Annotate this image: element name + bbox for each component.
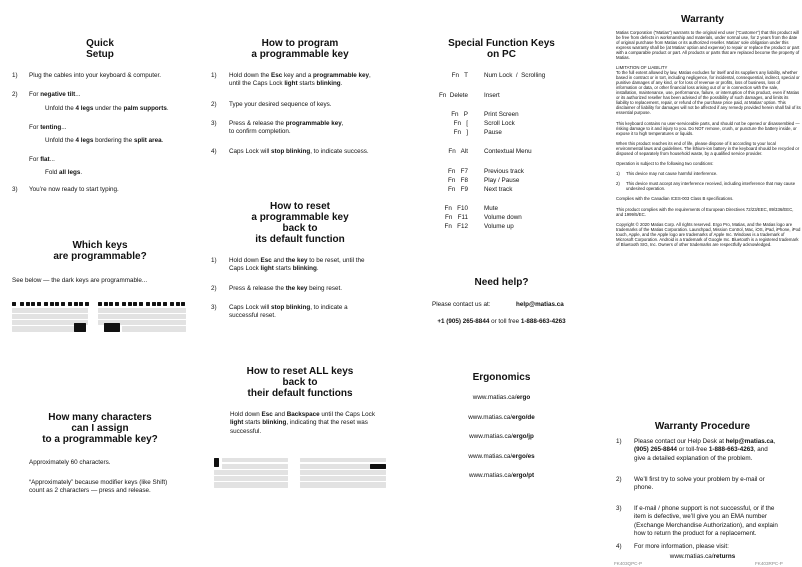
key-row-gray [12, 326, 74, 332]
text: until the Caps Lock [229, 80, 285, 88]
key-row-gray [214, 476, 288, 481]
key-dark [79, 302, 83, 306]
key-dark [85, 302, 89, 306]
key-dark [133, 302, 137, 306]
key-dark [37, 302, 41, 306]
ergonomics-link[interactable] [400, 472, 603, 480]
key-dark [55, 302, 59, 306]
url-path: returns [713, 553, 736, 560]
text-bold: palm supports [123, 105, 167, 112]
program-step-4 [211, 148, 400, 156]
step-number: 3) [12, 186, 18, 193]
key-dark [74, 302, 78, 306]
text: , to indicate success. [310, 148, 369, 155]
ergonomics-link[interactable] [400, 394, 603, 402]
how-many-title [0, 412, 200, 445]
key-row-gray [300, 476, 386, 481]
text: , [773, 438, 776, 445]
key-dark [170, 302, 174, 306]
url-base: www.matias.ca/ [468, 472, 513, 479]
key-dark [163, 302, 167, 306]
key-dark [26, 302, 30, 306]
warranty-text [616, 30, 801, 247]
key-row-gray [98, 308, 186, 313]
setup-step-1 [12, 72, 200, 80]
step-number: 2) [211, 285, 217, 292]
key-dark [122, 302, 126, 306]
key-dark [44, 302, 48, 306]
text-bold: the key [285, 257, 308, 264]
key-combo: Fn F8 [448, 177, 468, 184]
title-line: back to [282, 223, 318, 234]
text: count as 2 characters — press and release. [29, 487, 151, 495]
text-bold: all legs [59, 169, 81, 176]
key-row-gray [122, 326, 186, 332]
key-row-gray [12, 308, 88, 313]
procedure-phone: (905) 265-8844 [634, 446, 678, 454]
procedure-email[interactable]: help@matias.ca [725, 438, 774, 445]
key-row-gray [222, 464, 288, 469]
step-number: 4) [616, 543, 622, 550]
key-dark [109, 302, 113, 306]
warranty-paragraph: Matias Corporation (“Matias”) warrants to the original end user (“Customer”) that this product will be free from defects in workmanship and materials, under normal use, for 2 years from the date of original purchase from Matias or its authorized reseller. Matias’ sole obligation under this express warranty shall be (at Matias’ option and expense) to repair or replace the product or part with a comparable product or part. All products or parts that are replaced become the property of Matias. [616, 30, 800, 61]
key-dark [61, 302, 65, 306]
reset-all-title [200, 366, 400, 399]
setup-tenting [29, 124, 66, 132]
step-number: 1) [211, 257, 217, 264]
step-text: For more information, please visit: [634, 543, 729, 550]
text-bold: the key [285, 285, 308, 292]
url-path: ergo/es [512, 452, 535, 460]
text: , [341, 120, 344, 127]
url-base: www.matias.ca/ [469, 433, 513, 440]
warranty-copyright: Copyright © 2020 Matias Corp. All rights reserved. Ergo Pro, Matias, and the Matias logo are trademarks of the Matias Corporation. Launchpad, Mission Control, Mac, iOS, iPad, iPhone, iPod touch, Apple, and the Apple logo are trademarks of Apple Inc. Windows is a trademark of Microsoft Corporation. Android is a trademark of Google Inc. Bluetooth is a registered trademark of Bluetooth SIG, Inc. Owners of other trademarks are respectfully acknowledged. [616, 221, 801, 248]
how-many-line1: Approximately 60 characters. [29, 459, 111, 466]
title-line: to a programmable key? [42, 434, 158, 445]
key-combo: Fn F10 [444, 205, 468, 212]
program-step-1 [211, 72, 400, 89]
condition-number: 2) [616, 181, 620, 187]
key-combo: Fn F11 [445, 214, 468, 221]
text: , to indicate a [310, 304, 348, 311]
key-dark [128, 302, 132, 306]
help-title: Need help? [474, 277, 529, 288]
key-dark [152, 302, 156, 306]
procedure-step-1 [616, 438, 802, 463]
title-line: are programmable? [53, 251, 147, 262]
title-line: its default function [255, 234, 345, 245]
text: . [166, 105, 169, 112]
text-bold: Esc [261, 411, 273, 418]
text: Please contact our Help Desk at [634, 438, 726, 445]
text-bold: stop blinking [271, 304, 311, 311]
how-many-note [29, 479, 199, 496]
url-path: ergo/de [512, 413, 535, 421]
url-base: www.matias.ca/ [472, 394, 517, 401]
text: successful reset. [229, 312, 276, 320]
text: We’ll first try to solve your problem by e-mail or [634, 476, 765, 483]
warranty-title: Warranty [681, 14, 724, 25]
text-bold: blinking [292, 265, 317, 273]
which-keys-body: See below — the dark keys are programmable... [12, 277, 148, 284]
procedure-step-4 [616, 543, 802, 551]
text-bold: Esc [260, 257, 272, 264]
title-line: a programmable key [251, 212, 349, 223]
key-action: Contextual Menu [484, 148, 532, 155]
title-line: back to [282, 377, 318, 388]
text: Press & release the [229, 120, 286, 127]
title-line: a programmable key [251, 49, 349, 60]
text: how to return the product for a replacement. [634, 529, 757, 537]
text: . [316, 265, 319, 273]
text: , [369, 72, 371, 79]
warranty-paragraph: This keyboard contains no user-serviceable parts, and should not be opened or disassembled — risking damage to it and injury to you. Do NOT remove, crush, or puncture the battery inside, or expose it to high temperatures or liquids. [616, 120, 800, 136]
text: This device must accept any interference received, including interference that may cause undesired operation. [626, 181, 796, 192]
warranty-paragraph: Complies with the Canadian ICES-003 Class B specifications. [616, 196, 734, 202]
warranty-condition-2 [616, 181, 801, 191]
which-keys-title [0, 240, 200, 262]
text: Hold down [229, 257, 261, 264]
key-combo: Fn [ [453, 120, 468, 127]
key-row-gray [214, 470, 288, 475]
key-action: Print Screen [484, 111, 519, 118]
footer-model-right: FK403RPC-P [755, 561, 783, 566]
step-number: 2) [616, 476, 622, 483]
key-combo: Fn Alt [448, 148, 468, 155]
title-line: can I assign [71, 423, 129, 434]
text-bold: flat [40, 156, 50, 163]
key-dark [104, 302, 108, 306]
key-dark [98, 302, 102, 306]
key-action: Scroll Lock [484, 120, 515, 127]
key-row-gray [300, 464, 370, 469]
text: “Approximately” because modifier keys (like Shift) [29, 479, 168, 486]
setup-step-2 [12, 91, 200, 99]
text: For [29, 156, 41, 163]
text: successful. [230, 427, 262, 435]
text: This device may not cause harmful interference. [626, 171, 718, 177]
step-number: 4) [211, 148, 217, 155]
key-row-gray [300, 458, 386, 462]
text: , and [753, 446, 768, 454]
column-programming [200, 0, 400, 567]
warranty-condition-1 [616, 171, 801, 176]
key-dark [68, 302, 72, 306]
key-dark [157, 302, 161, 306]
text: starts [297, 80, 317, 88]
text-bold: stop blinking [271, 148, 311, 155]
step-number: 2) [12, 91, 18, 98]
key-dark-large [104, 323, 120, 332]
key-action: Insert [484, 92, 500, 99]
url-base: www.matias.ca/ [669, 553, 714, 560]
footer-model-left: FK403QPC-P [614, 561, 643, 566]
ergonomics-link[interactable] [400, 433, 603, 441]
text: phone. [634, 484, 654, 492]
url-base: www.matias.ca/ [468, 413, 512, 421]
text: Hold down [230, 411, 262, 418]
key-row-gray [300, 482, 386, 488]
text: or toll free [489, 318, 521, 325]
url-path: ergo/jp [512, 433, 534, 440]
key-row-gray [222, 458, 288, 462]
key-action: Pause [484, 129, 502, 136]
text: give a detailed explanation of the problem. [634, 454, 753, 462]
text: . [161, 137, 164, 144]
text: bordering the [93, 137, 134, 144]
reset-step-2 [211, 285, 400, 293]
text: Hold down the [229, 72, 272, 79]
title-line: their default functions [247, 388, 353, 399]
reset-step-3 [211, 304, 400, 321]
text-bold: split area [133, 137, 162, 144]
key-combo: Fn ] [453, 129, 468, 136]
key-combo: Fn T [451, 72, 468, 79]
step-text: You’re now ready to start typing. [29, 186, 119, 193]
key-backspace [370, 464, 386, 469]
key-action: Previous track [484, 168, 524, 175]
key-combo: Fn F12 [444, 223, 468, 230]
reset-step-1 [211, 257, 400, 274]
text: (Exchange Merchandise Authorization), and explain [634, 521, 778, 529]
title-line: How to reset [269, 201, 330, 212]
key-dark [181, 302, 185, 306]
key-combo: Fn Delete [438, 92, 468, 99]
column-quick-setup [0, 0, 200, 567]
text: and [271, 257, 286, 264]
key-row-gray [12, 314, 88, 319]
step-number: 3) [211, 120, 217, 127]
special-keys-title [400, 38, 603, 60]
keyboard-diagram-programmable [12, 302, 198, 333]
column-special-keys [400, 0, 603, 567]
text-bold: Backspace [286, 411, 320, 418]
text: Unfold the [45, 105, 76, 112]
url-path: ergo/pt [512, 472, 535, 479]
step-number: 2) [211, 101, 217, 108]
text: to confirm completion. [229, 128, 291, 136]
step-number: 1) [12, 72, 18, 79]
step-number: 1) [616, 438, 622, 445]
reset-all-body [230, 411, 400, 436]
key-esc [214, 458, 219, 467]
key-action: Mute [484, 205, 498, 212]
text: or toll-free [677, 446, 709, 454]
text: starts [243, 419, 263, 427]
key-dark [139, 302, 143, 306]
text: ... [61, 124, 67, 131]
text-bold: 4 legs [75, 105, 94, 112]
help-contact: Please contact us at: [432, 301, 491, 308]
text: Caps Lock will [229, 304, 271, 311]
key-dark [50, 302, 54, 306]
step-number: 1) [211, 72, 217, 79]
text: Caps Lock will [229, 148, 271, 155]
ergonomics-links [400, 394, 603, 484]
condition-number: 1) [616, 171, 620, 177]
text-bold: programmable key [313, 72, 370, 79]
title-line: on PC [487, 49, 516, 60]
text: ... [49, 156, 55, 163]
text: . [340, 80, 343, 88]
url-path: ergo [516, 394, 531, 401]
ergonomics-link[interactable] [400, 414, 603, 422]
text: ... [75, 91, 81, 98]
title-line: How to reset ALL keys [246, 366, 354, 377]
text: For [29, 124, 41, 131]
text: until the Caps Lock [319, 411, 375, 418]
key-combo: Fn P [451, 111, 468, 118]
program-title [200, 38, 400, 60]
text-bold: light [260, 265, 274, 273]
setup-step-3 [12, 186, 200, 194]
text: key and a [282, 72, 314, 79]
keyboard-diagram-reset-all [214, 458, 400, 489]
key-row-gray [300, 470, 386, 475]
key-action: Num Lock / Scrolling [484, 72, 546, 79]
text: Fold [45, 169, 59, 176]
key-action: Next track [484, 186, 513, 193]
key-row-gray [98, 314, 186, 319]
title-line: Quick [86, 38, 114, 49]
text: , indicating that the reset was [286, 419, 368, 427]
special-keys-list [400, 72, 603, 262]
key-dark [31, 302, 35, 306]
text-bold: Esc [271, 72, 283, 79]
step-text: Plug the cables into your keyboard & computer. [29, 72, 161, 79]
text-bold: blinking [262, 419, 287, 427]
text: being reset. [307, 285, 343, 292]
procedure-tollfree: 1-888-663-4263 [708, 446, 754, 454]
step-number: 3) [616, 505, 622, 512]
warranty-limitation: LIMITATION OF LIABILITY To the full extent allowed by law, Matias excludes for itself and its suppliers any liability, whether based in contract or in tort, including negligence, for incidental, consequential, indirect, special or punitive damages of any kind, or for loss of revenue or profits, loss of business, loss of information or data, or other financial loss arising out of or in connection with the sale, installation, maintenance, use, performance, failure, or interruption of this product, even if Matias or its authorized reseller has been advised of the possibility of such damages, and limits its liability to replacement, repair, or refund of the purchase price paid, at Matias’ option. This disclaimer of liability for damages will not be affected if any remedy provided herein shall fail of its essential purpose. [616, 64, 801, 116]
key-dark [20, 302, 24, 306]
text-bold: programmable key [285, 120, 342, 127]
text: to be reset, until the [307, 257, 365, 264]
text: under the [93, 105, 124, 112]
key-dark [115, 302, 119, 306]
key-dark-large [74, 323, 86, 332]
text: Caps Lock [229, 265, 261, 273]
procedure-step-2 [616, 476, 802, 493]
text: item is defective, we’ll give you an EMA number [634, 513, 767, 521]
ergonomics-link[interactable] [400, 453, 603, 461]
text-bold: 4 legs [75, 137, 94, 144]
help-phone: +1 (905) 265-8844 [437, 318, 490, 325]
text-bold: tenting [40, 124, 62, 131]
reset-key-title [200, 201, 400, 245]
help-email-link[interactable]: help@matias.ca [516, 301, 564, 308]
warranty-paragraph: When this product reaches its end of life, please dispose of it according to your local environmental laws and guidelines. The lithium-ion battery in the keyboard should be recycled or disposed of separately from household waste, by a qualified service provider. [616, 140, 800, 156]
text: and [272, 411, 287, 418]
key-dark [146, 302, 150, 306]
step-number: 3) [211, 304, 217, 311]
text: starts [273, 265, 293, 273]
ergonomics-title: Ergonomics [472, 372, 531, 383]
url-base: www.matias.ca/ [468, 452, 513, 460]
text-bold: blinking [316, 80, 341, 88]
warranty-paragraph: This product complies with the requirements of European Directives 72/23/EEC, 89/336/EEC, and 1999/5/EC. [616, 206, 794, 217]
setup-flat [29, 156, 55, 164]
quick-setup-title [0, 38, 200, 60]
key-combo: Fn F7 [448, 168, 468, 175]
title-line: Which keys [72, 240, 128, 251]
title-line: How to program [261, 38, 339, 49]
title-line: Setup [86, 49, 114, 60]
text: If e-mail / phone support is not successful, or if the [634, 505, 775, 512]
setup-step-2-detail [45, 105, 200, 113]
text: For [29, 91, 41, 98]
warranty-paragraph: Operation is subject to the following two conditions: [616, 161, 714, 167]
text: Press & release the [229, 285, 286, 292]
key-action: Volume up [484, 223, 514, 230]
key-dark [176, 302, 180, 306]
key-action: Volume down [484, 214, 522, 221]
title-line: Special Function Keys [448, 38, 555, 49]
help-tollfree: 1-888-663-4263 [520, 318, 566, 325]
key-row-gray [214, 482, 288, 488]
text-bold: negative tilt [40, 91, 76, 98]
program-step-3 [211, 120, 400, 137]
key-action: Play / Pause [484, 177, 520, 184]
text-bold: light [230, 419, 244, 427]
help-phones [400, 318, 603, 326]
text: Unfold the [45, 137, 76, 144]
setup-tenting-detail [45, 137, 200, 145]
text: . [80, 169, 83, 176]
setup-flat-detail [45, 169, 82, 177]
step-text: Type your desired sequence of keys. [229, 101, 332, 108]
title-line: How many characters [48, 412, 152, 423]
text-bold: light [284, 80, 298, 88]
program-step-2 [211, 101, 400, 109]
procedure-title: Warranty Procedure [654, 421, 751, 432]
procedure-step-3 [616, 505, 802, 538]
key-esc [12, 302, 16, 306]
column-warranty [603, 0, 802, 567]
key-combo: Fn F9 [448, 186, 468, 193]
